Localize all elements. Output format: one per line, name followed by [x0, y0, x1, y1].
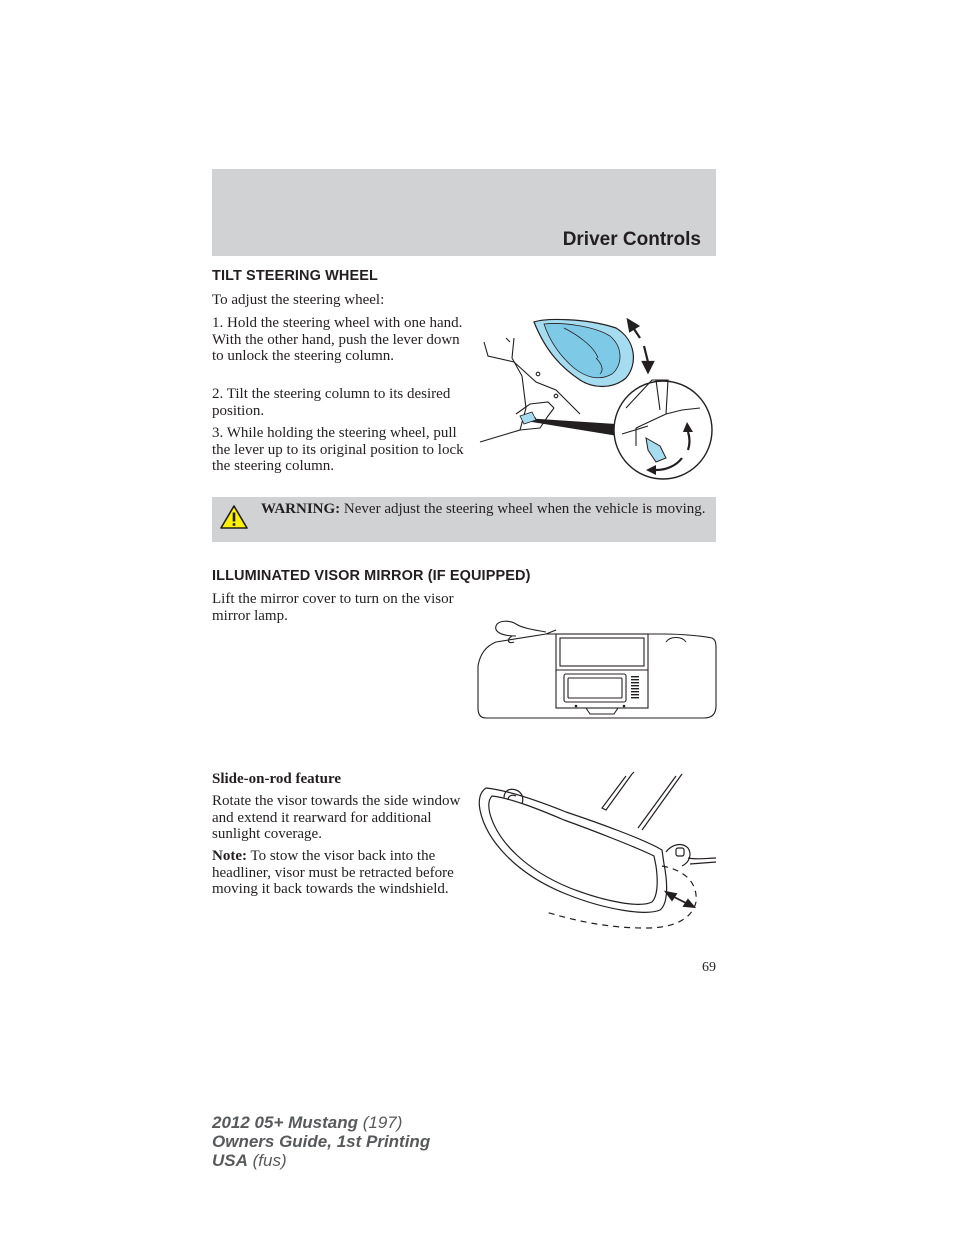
tilt-steering-heading: TILT STEERING WHEEL — [212, 268, 378, 284]
footer-line-2 — [212, 1132, 430, 1151]
tilt-step-2: 2. Tilt the steering column to its desired position. — [212, 386, 451, 419]
footer-line-1 — [212, 1113, 430, 1132]
note-label: Note: — [212, 848, 247, 864]
warning-box — [212, 497, 716, 542]
page-number: 69 — [702, 960, 716, 975]
visor-mirror-heading: ILLUMINATED VISOR MIRROR (IF EQUIPPED) — [212, 568, 531, 584]
footer-line-3 — [212, 1151, 430, 1170]
warning-triangle-icon — [220, 504, 248, 530]
section-header-band — [212, 169, 716, 256]
tilt-step-1: 1. Hold the steering wheel with one hand. With the other hand, push the lever down to unlock the steering column. — [212, 315, 463, 364]
note-text: To stow the visor back into the headliner, visor must be retracted before moving it back towards the windshield. — [212, 848, 454, 897]
section-title: Driver Controls — [562, 229, 701, 250]
visor-mirror-illustration — [476, 618, 718, 724]
tilt-step-3: 3. While holding the steering wheel, pull the lever up to its original position to lock the steering column. — [212, 425, 464, 474]
warning-text — [261, 501, 707, 518]
slide-on-rod-text: Rotate the visor towards the side window and extend it rearward for additional sunlight coverage. — [212, 793, 461, 842]
warning-message: Never adjust the steering wheel when the vehicle is moving. — [343, 501, 706, 517]
footer-market: USA — [212, 1151, 248, 1170]
mirror-lamp-grille — [575, 676, 639, 707]
footer — [212, 1113, 430, 1170]
warning-label: WARNING: — [261, 501, 341, 517]
visor-mirror-text: Lift the mirror cover to turn on the visor mirror lamp. — [212, 591, 454, 624]
tilt-steering-illustration — [476, 318, 716, 480]
footer-edition: Owners Guide, 1st Printing — [212, 1132, 431, 1151]
footer-market-code: (fus) — [252, 1151, 287, 1170]
tilt-intro: To adjust the steering wheel: — [212, 292, 385, 308]
footer-model-code: (197) — [362, 1113, 403, 1132]
slide-on-rod-heading: Slide-on-rod feature — [212, 771, 342, 787]
slide-on-rod-note — [212, 848, 462, 898]
slide-on-rod-illustration — [476, 770, 718, 932]
steering-wheel-shape — [534, 320, 633, 387]
footer-model: 2012 05+ Mustang — [212, 1113, 358, 1132]
